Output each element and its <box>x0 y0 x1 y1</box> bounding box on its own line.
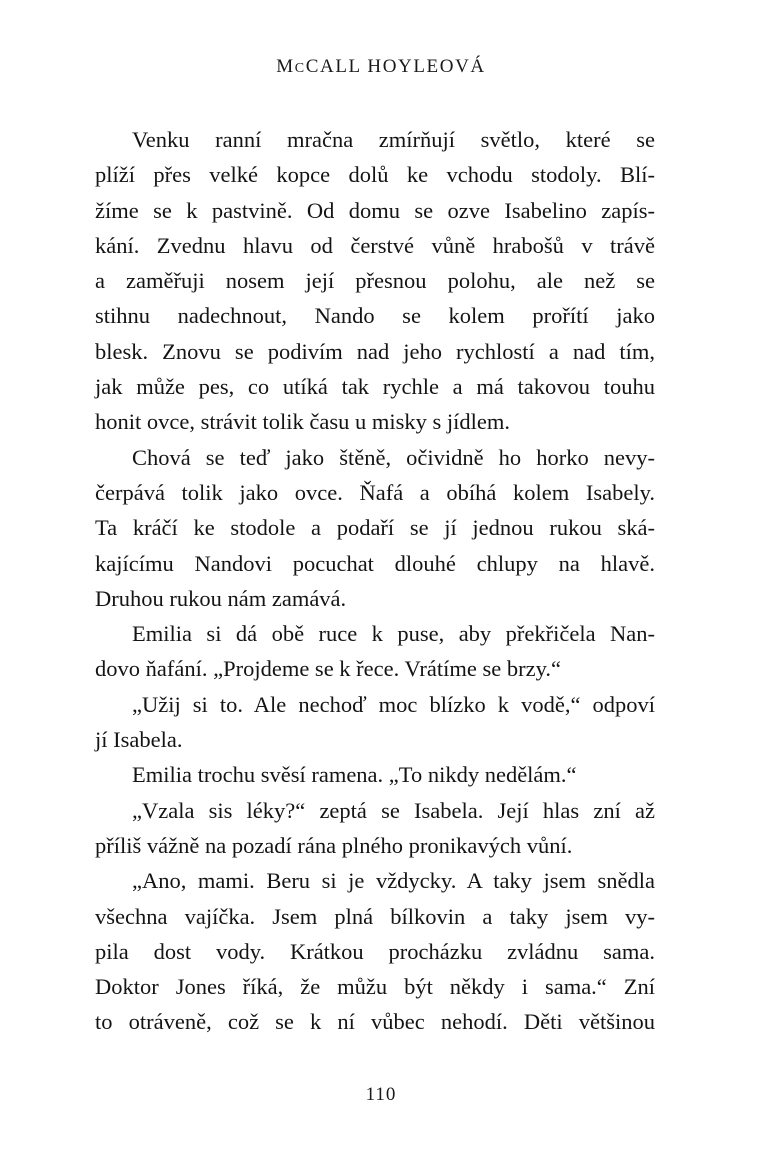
text-line: Venku ranní mračna zmírňují světlo, které se <box>132 127 655 152</box>
author-name-rest: CALL HOYLEOVÁ <box>305 56 486 77</box>
text-line: blesk. Znovu se podivím nad jeho rychlostí a nad tím, <box>95 338 655 364</box>
text-line: „Ano, mami. Beru si je vždycky. A taky jsem snědla <box>132 868 655 894</box>
paragraph <box>95 793 655 864</box>
text-line: žíme se k pastvině. Od domu se ozve Isabelino zapís- <box>95 197 655 223</box>
text-line: pila dost vody. Krátkou procházku zvládnu sama. <box>95 938 655 964</box>
text-line: všechna vajíčka. Jsem plná bílkovin a taky jsem vy- <box>95 903 655 929</box>
text-line: dovo ňafání. „Projdeme se k řece. Vrátíme se brzy.“ <box>95 656 561 682</box>
text-line: kajícímu Nandovi pocuchat dlouhé chlupy na hlavě. <box>95 550 655 576</box>
text-line: čerpává tolik jako ovce. Ňafá a obíhá kolem Isabely. <box>95 479 655 505</box>
text-line: Emilia si dá obě ruce k puse, aby překřičela Nan- <box>132 621 655 647</box>
text-line: Doktor Jones říká, že můžu být někdy i sama.“ Zní <box>95 974 655 1000</box>
paragraph <box>95 687 655 758</box>
text-line: a zaměřuji nosem její přesnou polohu, ale než se <box>95 268 655 294</box>
paragraph <box>95 122 655 440</box>
paragraph <box>95 863 655 1039</box>
text-line: příliš vážně na pozadí rána plného pronikavých vůní. <box>95 832 573 858</box>
paragraph <box>95 757 655 792</box>
text-line: kání. Zvednu hlavu od čerstvé vůně hrabošů v trávě <box>95 232 655 258</box>
page-number: 110 <box>365 1084 397 1105</box>
text-line: Ta kráčí ke stodole a podaří se jí jednou rukou ská- <box>95 515 655 541</box>
paragraph <box>95 440 655 616</box>
running-header-author <box>0 56 762 78</box>
text-line: to otráveně, což se k ní vůbec nehodí. Děti většinou <box>95 1009 655 1035</box>
text-line: jak může pes, co utíká tak rychle a má takovou touhu <box>95 374 655 400</box>
text-line: honit ovce, strávit tolik času u misky s jídlem. <box>95 409 510 435</box>
text-line: Chová se teď jako štěně, očividně ho horko nevy- <box>132 444 655 470</box>
text-line: stihnu nadechnout, Nando se kolem prořítí jako <box>95 303 655 329</box>
author-initial: M <box>276 56 295 77</box>
text-line: plíží přes velké kopce dolů ke vchodu stodoly. Blí- <box>95 162 655 188</box>
author-small-cap: C <box>294 61 306 76</box>
body-text <box>95 122 655 1040</box>
text-line: Druhou rukou nám zamává. <box>95 585 347 611</box>
text-line: Emilia trochu svěsí ramena. „To nikdy nedělám.“ <box>132 762 577 788</box>
text-line: „Vzala sis léky?“ zeptá se Isabela. Její hlas zní až <box>132 797 655 823</box>
paragraph <box>95 616 655 687</box>
text-line: „Užij si to. Ale nechoď moc blízko k vodě,“ odpoví <box>132 691 655 717</box>
text-line: jí Isabela. <box>95 727 183 753</box>
